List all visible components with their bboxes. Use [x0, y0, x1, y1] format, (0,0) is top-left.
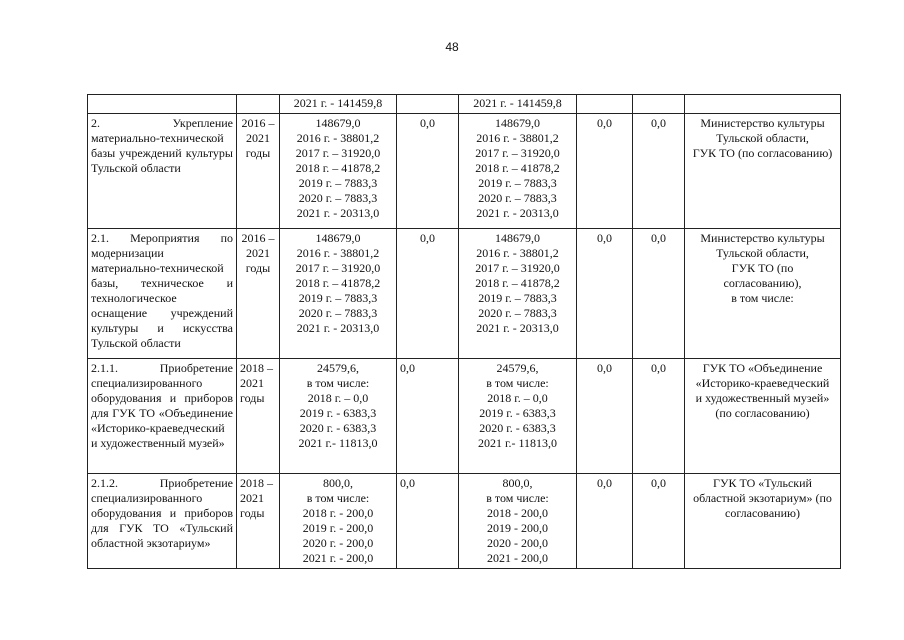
extra-funding-cell: 0,0 [633, 229, 685, 359]
page-number: 48 [445, 40, 459, 54]
regional-funding-cell: 2021 г. - 141459,8 [459, 95, 577, 114]
federal-funding-cell: 0,0 [397, 114, 459, 229]
activity-name-cell: 2.1. Мероприятия по модернизации материально-технической базы, техническое и технологическое оснащение учреждений культуры и искусства Тульской области [88, 229, 237, 359]
activity-name-cell: 2.1.1. Приобретение специализированного оборудования и приборов для ГУК ТО «Объединение «Историко-краеведческий и художественный музей» [88, 359, 237, 474]
table-row [88, 114, 841, 229]
regional-funding-cell: 800,0, в том числе: 2018 - 200,0 2019 - 200,0 2020 - 200,0 2021 - 200,0 [459, 474, 577, 569]
total-funding-cell: 800,0, в том числе: 2018 г. - 200,0 2019 г. - 200,0 2020 г. - 200,0 2021 г. - 200,0 [280, 474, 397, 569]
executor-cell: ГУК ТО «Тульский областной экзотариум» (по согласованию) [685, 474, 841, 569]
federal-funding-cell: 0,0 [397, 474, 459, 569]
executor-cell: Министерство культуры Тульской области, ГУК ТО (по согласованию), в том числе: [685, 229, 841, 359]
period-cell: 2018 – 2021 годы [237, 359, 280, 474]
federal-funding-cell [397, 95, 459, 114]
municipal-funding-cell: 0,0 [577, 229, 633, 359]
table-row [88, 95, 841, 114]
federal-funding-cell: 0,0 [397, 229, 459, 359]
table-row [88, 229, 841, 359]
municipal-funding-cell: 0,0 [577, 474, 633, 569]
municipal-funding-cell [577, 95, 633, 114]
total-funding-cell: 24579,6, в том числе: 2018 г. – 0,0 2019 г. - 6383,3 2020 г. - 6383,3 2021 г.- 11813,0 [280, 359, 397, 474]
executor-cell: ГУК ТО «Объединение «Историко-краеведческий и художественный музей» (по согласованию) [685, 359, 841, 474]
period-cell: 2016 – 2021 годы [237, 114, 280, 229]
activity-name-cell [88, 95, 237, 114]
total-funding-cell: 148679,0 2016 г. - 38801,2 2017 г. – 31920,0 2018 г. – 41878,2 2019 г. – 7883,3 2020 г. – 7883,3 2021 г. - 20313,0 [280, 114, 397, 229]
period-cell: 2016 – 2021 годы [237, 229, 280, 359]
total-funding-cell: 148679,0 2016 г. - 38801,2 2017 г. – 31920,0 2018 г. – 41878,2 2019 г. – 7883,3 2020 г. – 7883,3 2021 г. - 20313,0 [280, 229, 397, 359]
activity-name-cell: 2.1.2. Приобретение специализированного оборудования и приборов для ГУК ТО «Тульский областной экзотариум» [88, 474, 237, 569]
extra-funding-cell: 0,0 [633, 474, 685, 569]
program-table [87, 94, 841, 569]
period-cell [237, 95, 280, 114]
regional-funding-cell: 24579,6, в том числе: 2018 г. – 0,0 2019 г. - 6383,3 2020 г. - 6383,3 2021 г.- 11813,0 [459, 359, 577, 474]
period-cell: 2018 – 2021 годы [237, 474, 280, 569]
federal-funding-cell: 0,0 [397, 359, 459, 474]
activity-name-cell: 2. Укрепление материально-технической базы учреждений культуры Тульской области [88, 114, 237, 229]
table-row [88, 474, 841, 569]
executor-cell: Министерство культуры Тульской области, ГУК ТО (по согласованию) [685, 114, 841, 229]
extra-funding-cell: 0,0 [633, 114, 685, 229]
total-funding-cell: 2021 г. - 141459,8 [280, 95, 397, 114]
regional-funding-cell: 148679,0 2016 г. - 38801,2 2017 г. – 31920,0 2018 г. – 41878,2 2019 г. – 7883,3 2020 г. – 7883,3 2021 г. - 20313,0 [459, 114, 577, 229]
extra-funding-cell [633, 95, 685, 114]
municipal-funding-cell: 0,0 [577, 114, 633, 229]
executor-cell [685, 95, 841, 114]
municipal-funding-cell: 0,0 [577, 359, 633, 474]
extra-funding-cell: 0,0 [633, 359, 685, 474]
table-row [88, 359, 841, 474]
regional-funding-cell: 148679,0 2016 г. - 38801,2 2017 г. – 31920,0 2018 г. – 41878,2 2019 г. – 7883,3 2020 г. – 7883,3 2021 г. - 20313,0 [459, 229, 577, 359]
